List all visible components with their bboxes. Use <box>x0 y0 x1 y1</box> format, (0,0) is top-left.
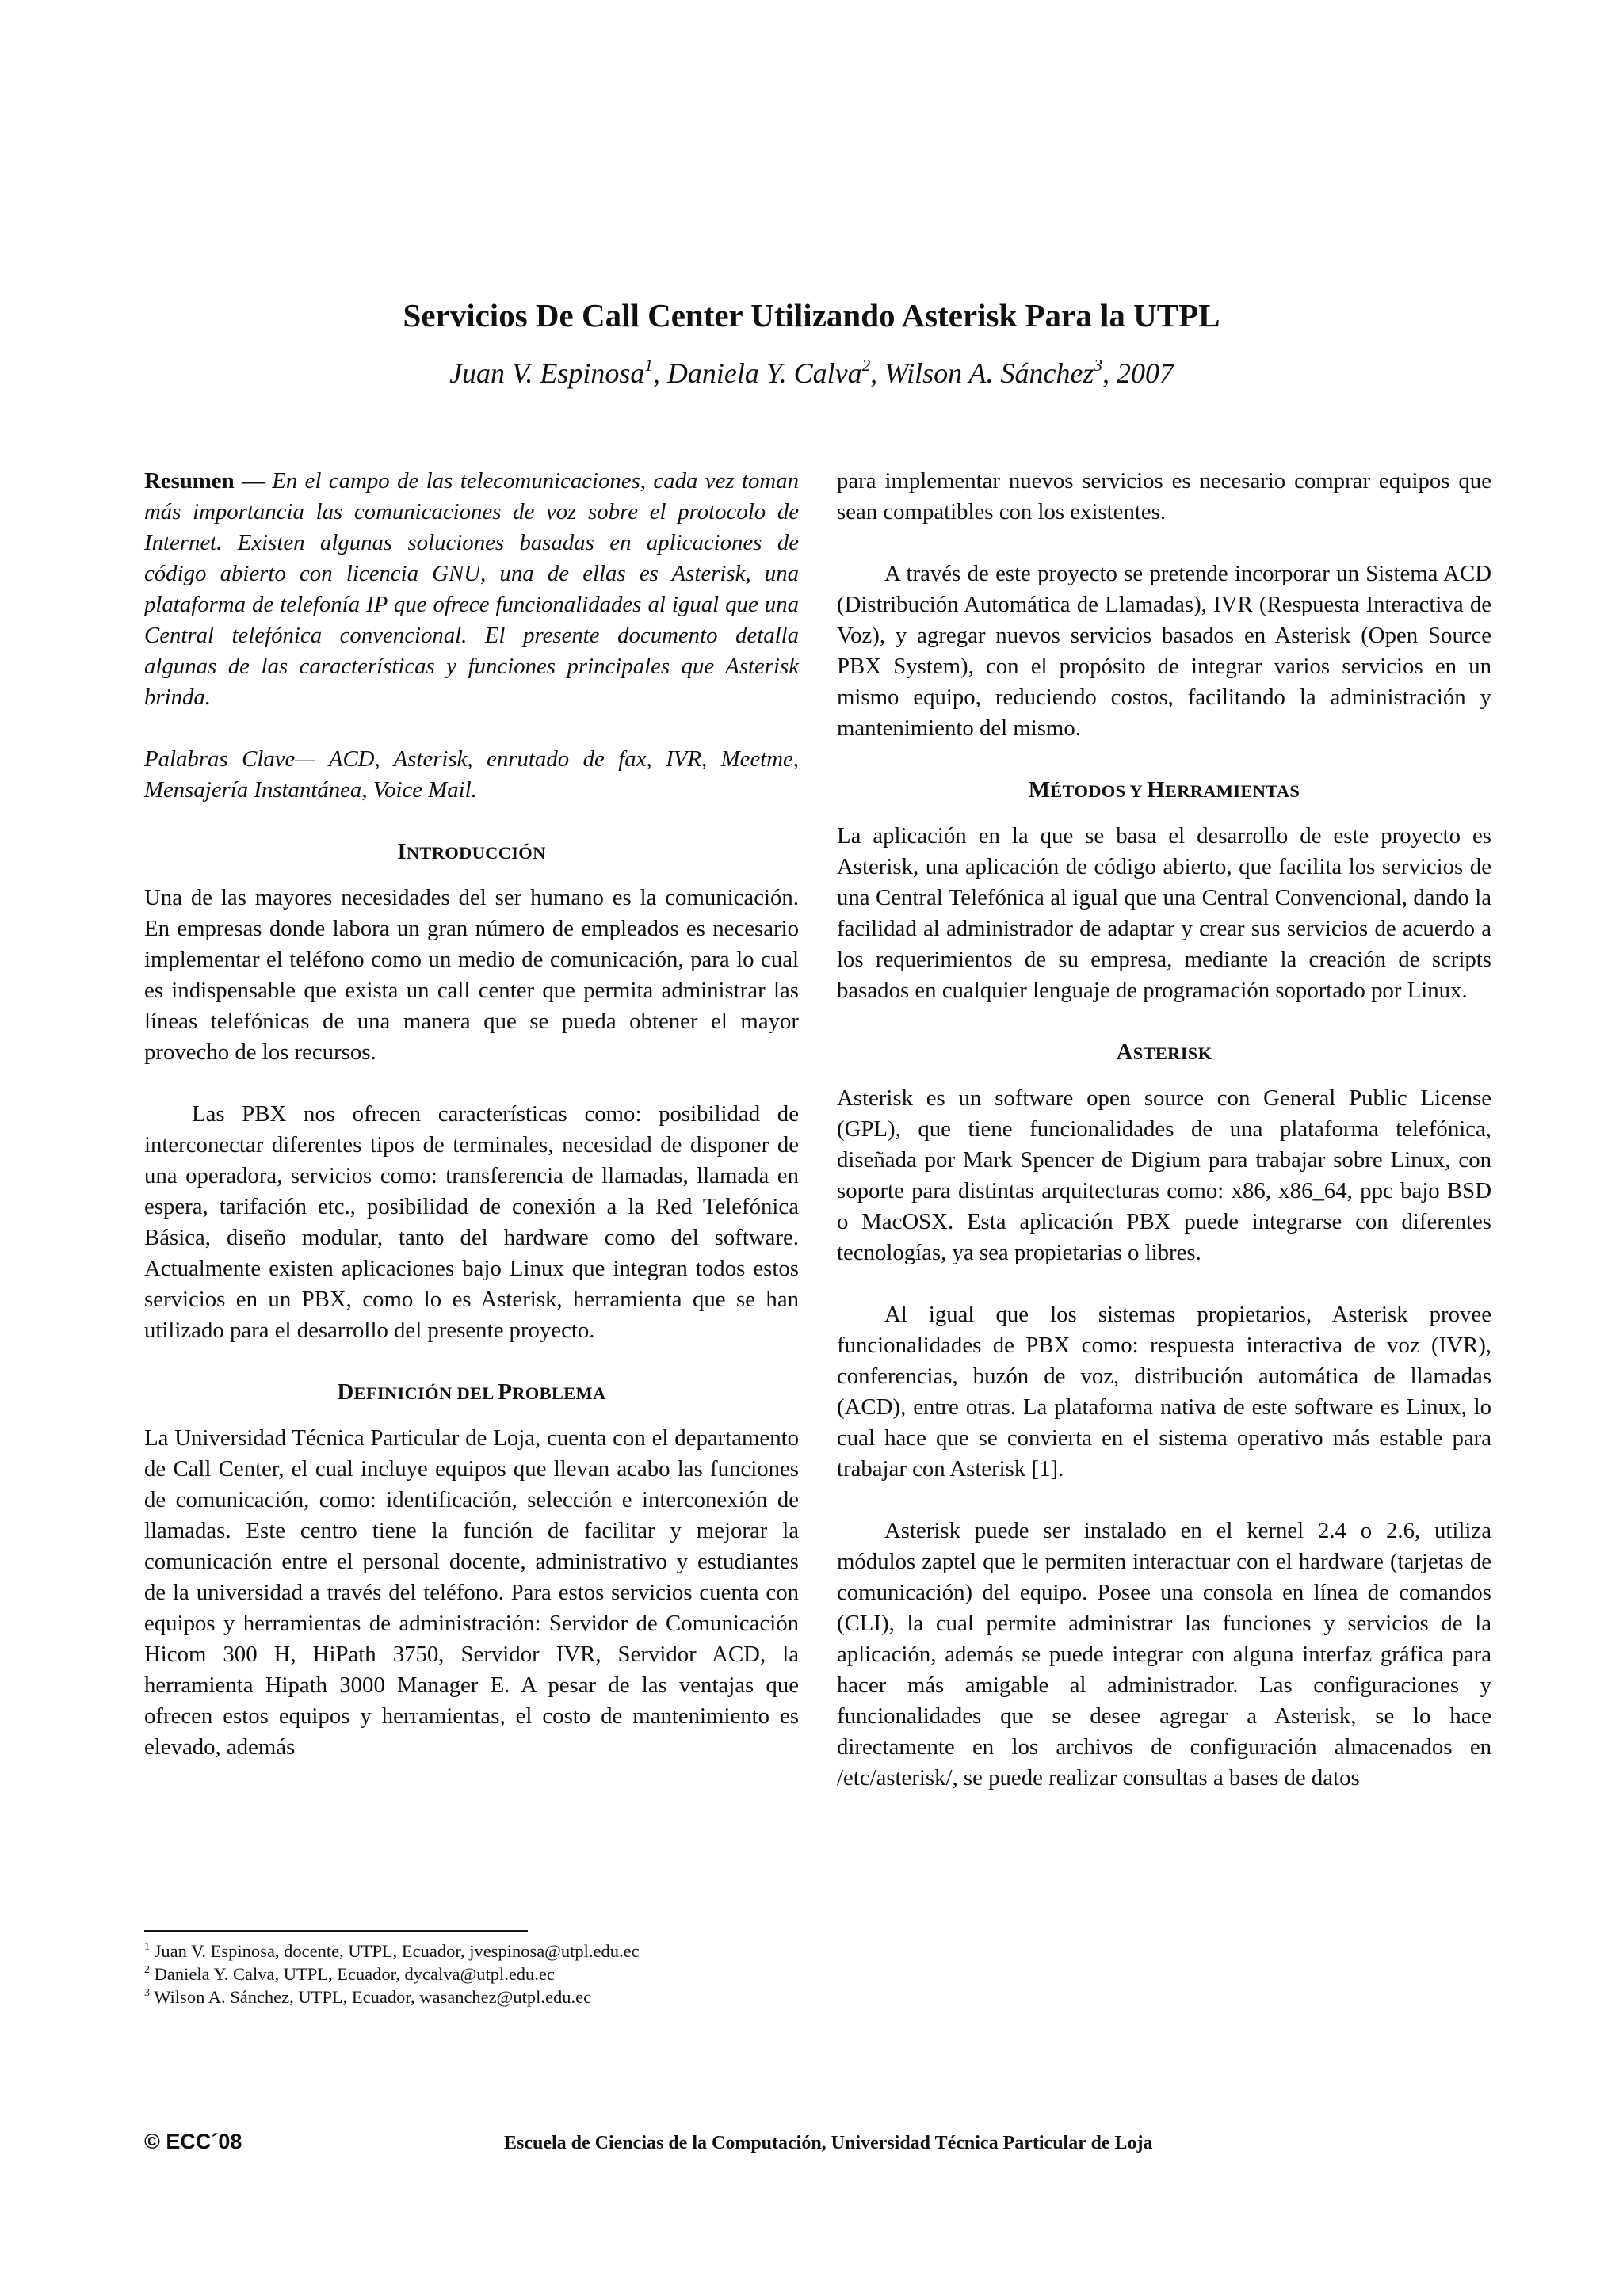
author-name: Daniela Y. Calva <box>666 357 862 389</box>
paragraph: Asterisk es un software open source con General Public License (GPL), que tiene funcionalidades de una plataforma telefónica, diseñada por Mark Spencer de Digium para trabajar sobre Linux, con soporte para distintas arquitecturas como: x86, x86_64, ppc bajo BSD o MacOSX. Esta aplicación PBX puede integrarse con diferentes tecnologías, ya sea propietarias o libres. <box>837 1085 1491 1265</box>
author-name: Juan V. Espinosa <box>449 357 645 389</box>
heading-rest: STERISK <box>1132 1043 1212 1063</box>
left-column <box>144 466 799 1763</box>
heading-initial: M <box>1028 777 1051 803</box>
author-line <box>0 353 1623 393</box>
author-separator: , <box>870 357 885 389</box>
abstract <box>144 466 799 713</box>
heading-initial: H <box>1147 777 1165 803</box>
paragraph: Al igual que los sistemas propietarios, Asterisk provee funcionalidades de PBX como: respuesta interactiva de voz (IVR), conferencias, buzón de voz, distribución automática de llamadas (ACD), entre otras. La plataforma nativa de este software es Linux, lo cual hace que se convierta en el sistema operativo más estable para trabajar con Asterisk [1]. <box>837 1302 1491 1482</box>
author-year: , 2007 <box>1102 357 1174 389</box>
author-separator: , <box>652 357 667 389</box>
heading-initial: I <box>397 839 407 864</box>
heading-rest: ERRAMIENTAS <box>1164 781 1300 801</box>
paragraph: A través de este proyecto se pretende incorporar un Sistema ACD (Distribución Automática de Llamadas), IVR (Respuesta Interactiva de Voz), y agregar nuevos servicios basados en Asterisk (Open Source PBX System), con el propósito de integrar varios servicios en un mismo equipo, reduciendo costos, facilitando la administración y mantenimiento del mismo. <box>837 561 1491 741</box>
footnote-text: Wilson A. Sánchez, UTPL, Ecuador, wasanchez@utpl.edu.ec <box>154 1987 592 2007</box>
footnote <box>144 1939 857 1962</box>
footnote-text: Daniela Y. Calva, UTPL, Ecuador, dycalva@utpl.edu.ec <box>154 1964 555 1984</box>
keywords: Palabras Clave— ACD, Asterisk, enrutado de fax, IVR, Meetme, Mensajería Instantánea, Voice Mail. <box>144 746 799 803</box>
section-heading-introduccion <box>144 837 799 868</box>
section-heading-definicion-problema <box>144 1377 799 1409</box>
abstract-dash: — <box>234 468 273 494</box>
author-name: Wilson A. Sánchez <box>884 357 1094 389</box>
heading-initial: D <box>337 1379 354 1405</box>
footnote-text: Juan V. Espinosa, docente, UTPL, Ecuador, jvespinosa@utpl.edu.ec <box>154 1941 640 1961</box>
footnote <box>144 1962 857 1985</box>
right-column <box>837 466 1491 1794</box>
heading-rest: ÉTODOS Y <box>1050 781 1148 801</box>
paragraph: La aplicación en la que se basa el desarrollo de este proyecto es Asterisk, una aplicación de código abierto, que facilita los servicios de una Central Telefónica al igual que una Central Convencional, dando la facilidad al administrador de adaptar y crear sus servicios de acuerdo a los requerimientos de su empresa, mediante la creación de scripts basados en cualquier lenguaje de programación soportado por Linux. <box>837 823 1491 1003</box>
section-heading-metodos-herramientas <box>837 775 1491 807</box>
paragraph: para implementar nuevos servicios es necesario comprar equipos que sean compatibles con los existentes. <box>837 468 1491 524</box>
paper-title: Servicios De Call Center Utilizando Asterisk Para la UTPL <box>403 297 1220 334</box>
heading-rest: NTRODUCCIÓN <box>406 843 546 863</box>
heading-rest: EFINICIÓN DEL <box>353 1383 498 1403</box>
footer-copyright: © ECC´08 <box>144 2130 242 2153</box>
heading-initial: A <box>1116 1039 1133 1065</box>
paragraph: La Universidad Técnica Particular de Loja, cuenta con el departamento de Call Center, el cual incluye equipos que llevan acabo las funciones de comunicación, como: identificación, selección e interconexión de llamadas. Este centro tiene la función de facilitar y mejorar la comunicación entre el personal docente, administrativo y estudiantes de la universidad a través del teléfono. Para estos servicios cuenta con equipos y herramientas de administración: Servidor de Comunicación Hicom 300 H, HiPath 3750, Servidor IVR, Servidor ACD, la herramienta Hipath 3000 Manager E. A pesar de las ventajas que ofrecen estos equipos y herramientas, el costo de mantenimiento es elevado, además <box>144 1425 799 1760</box>
abstract-text: En el campo de las telecomunicaciones, cada vez toman más importancia las comunicaciones de voz sobre el protocolo de Internet. Existen algunas soluciones basadas en aplicaciones de código abierto con licencia GNU, una de ellas es Asterisk, una plataforma de telefonía IP que ofrece funcionalidades al igual que una Central telefónica convencional. El presente documento detalla algunas de las características y funciones principales que Asterisk brinda. <box>144 468 799 710</box>
heading-initial: P <box>498 1379 513 1405</box>
author-mark: 1 <box>644 356 653 375</box>
footnote <box>144 1985 857 2008</box>
footnotes <box>144 1939 857 2008</box>
footer-institution: Escuela de Ciencias de la Computación, Universidad Técnica Particular de Loja <box>504 2133 1153 2153</box>
heading-rest: ROBLEMA <box>512 1383 606 1403</box>
paragraph: Asterisk puede ser instalado en el kernel 2.4 o 2.6, utiliza módulos zaptel que le permiten interactuar con el hardware (tarjetas de comunicación) del equipo. Posee una consola en línea de comandos (CLI), la cual permite administrar las funciones y servicios de la aplicación, además se puede integrar con alguna interfaz gráfica para hacer más amigable al administrador. Las configuraciones y funcionalidades que se desee agregar a Asterisk, se lo hace directamente en los archivos de configuración almacenados en /etc/asterisk/, se puede realizar consultas a bases de datos <box>837 1518 1491 1791</box>
abstract-lead: Resumen <box>144 468 235 494</box>
footnote-divider <box>144 1930 528 1932</box>
footnote-mark: 1 <box>144 1941 150 1953</box>
section-heading-asterisk <box>837 1037 1491 1069</box>
footnote-mark: 2 <box>144 1964 150 1976</box>
author-mark: 3 <box>1094 356 1102 375</box>
paragraph: Las PBX nos ofrecen características como: posibilidad de interconectar diferentes tipos de terminales, necesidad de disponer de una operadora, servicios como: transferencia de llamadas, llamada en espera, tarifación etc., posibilidad de conexión a la Red Telefónica Básica, diseño modular, tanto del hardware como del software. Actualmente existen aplicaciones bajo Linux que integran todos estos servicios en un PBX, como lo es Asterisk, herramienta que se han utilizado para el desarrollo del presente proyecto. <box>144 1101 799 1343</box>
paragraph: Una de las mayores necesidades del ser humano es la comunicación. En empresas donde labora un gran número de empleados es necesario implementar el teléfono como un medio de comunicación, para lo cual es indispensable que exista un call center que permita administrar las líneas telefónicas de una manera que se pueda obtener el mayor provecho de los recursos. <box>144 885 799 1065</box>
footnote-mark: 3 <box>144 1987 150 1999</box>
author-mark: 2 <box>861 356 871 375</box>
